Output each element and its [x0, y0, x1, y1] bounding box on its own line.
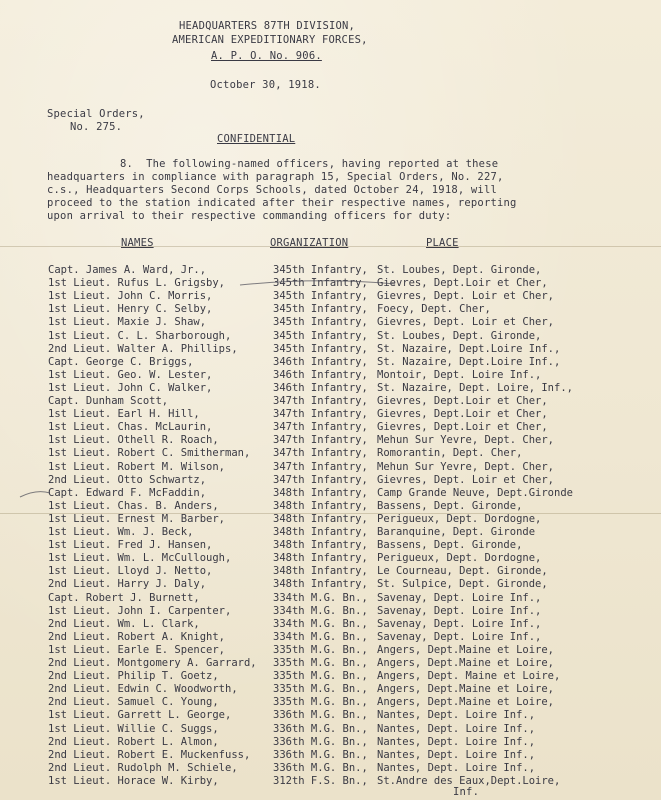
officer-organization: 334th M.G. Bn., [273, 604, 368, 617]
officer-organization: 346th Infantry, [273, 355, 368, 368]
place-continuation: Inf. [453, 786, 480, 798]
officer-place: St. Nazaire, Dept.Loire Inf., [377, 342, 561, 355]
officer-place: Mehun Sur Yevre, Dept. Cher, [377, 460, 555, 473]
officer-name: 1st Lieut. Ernest M. Barber, [48, 512, 226, 525]
officer-organization: 336th M.G. Bn., [273, 722, 368, 735]
officer-name: 1st Lieut. Wm. L. McCullough, [48, 552, 232, 565]
paragraph-line: upon arrival to their respective commanding officers for duty: [47, 210, 452, 222]
officer-place: Savenay, Dept. Loire Inf., [377, 630, 542, 643]
officer-organization: 336th M.G. Bn., [273, 735, 368, 748]
officer-name: 2nd Lieut. Edwin C. Woodworth, [48, 683, 238, 696]
officer-name: 1st Lieut. Geo. W. Lester, [48, 368, 213, 381]
officer-organization: 334th M.G. Bn., [273, 630, 368, 643]
officer-organization: 336th M.G. Bn., [273, 748, 368, 761]
officer-place: Nantes, Dept. Loire Inf., [377, 735, 536, 748]
officer-name: 1st Lieut. John I. Carpenter, [48, 604, 232, 617]
officer-place: Nantes, Dept. Loire Inf., [377, 722, 536, 735]
officer-organization: 347th Infantry, [273, 395, 368, 407]
officer-organization: 345th Infantry, [273, 342, 368, 355]
header-line-1: HEADQUARTERS 87TH DIVISION, [179, 20, 356, 32]
officer-name: 2nd Lieut. Robert E. Muckenfuss, [48, 748, 251, 761]
officer-name: Capt. James A. Ward, Jr., [48, 264, 207, 276]
officer-organization: 336th M.G. Bn., [273, 761, 368, 774]
officer-organization: 335th M.G. Bn., [273, 670, 368, 683]
officer-name: 1st Lieut. Wm. J. Beck, [48, 526, 194, 538]
column-heading-names: NAMES [121, 237, 154, 249]
document-date: October 30, 1918. [210, 79, 321, 91]
column-heading-place: PLACE [426, 237, 459, 249]
officer-name: 1st Lieut. Henry C. Selby, [48, 303, 213, 316]
officer-organization: 348th Infantry, [273, 552, 368, 565]
officer-name: 1st Lieut. C. L. Sharborough, [48, 329, 232, 342]
officer-organization: 345th Infantry, [273, 303, 368, 316]
officer-organization: 345th Infantry, [273, 264, 368, 276]
officer-place: Bassens, Dept. Gironde, [377, 499, 523, 512]
officer-organization: 347th Infantry, [273, 447, 368, 460]
officer-name: Capt. Robert J. Burnett, [48, 591, 200, 604]
officer-organization: 336th M.G. Bn., [273, 709, 368, 722]
header-line-2: AMERICAN EXPEDITIONARY FORCES, [172, 34, 368, 46]
officer-place: Angers, Dept. Maine et Loire, [377, 670, 561, 683]
officer-place: Angers, Dept.Maine et Loire, [377, 683, 555, 696]
officer-name: 1st Lieut. Rufus L. Grigsby, [48, 277, 226, 290]
officer-place: St.Andre des Eaux,Dept.Loire, [377, 774, 561, 787]
officer-place: St. Nazaire, Dept. Loire, Inf., [377, 381, 573, 394]
officer-name: 2nd Lieut. Walter A. Phillips, [48, 342, 238, 355]
officer-name: 2nd Lieut. Harry J. Daly, [48, 578, 207, 591]
officer-place: Montoir, Dept. Loire Inf., [377, 368, 542, 381]
officer-organization: 347th Infantry, [273, 473, 368, 486]
officer-place: Gievres, Dept. Loir et Cher, [377, 316, 555, 329]
officer-place: St. Loubes, Dept. Gironde, [377, 264, 542, 276]
officer-place: St. Loubes, Dept. Gironde, [377, 329, 542, 342]
officer-organization: 347th Infantry, [273, 421, 368, 434]
officer-organization: 345th Infantry, [273, 316, 368, 329]
officer-name: 1st Lieut. Horace W. Kirby, [48, 774, 219, 787]
officer-name: 1st Lieut. Robert M. Wilson, [48, 460, 226, 473]
officer-place: Perigueux, Dept. Dordogne, [377, 512, 542, 525]
officer-place: Perigueux, Dept. Dordogne, [377, 552, 542, 565]
officer-organization: 346th Infantry, [273, 368, 368, 381]
officer-name: 2nd Lieut. Montgomery A. Garrard, [48, 657, 257, 669]
officer-name: Capt. Edward F. McFaddin, [48, 486, 207, 499]
officer-organization: 348th Infantry, [273, 539, 368, 552]
officer-place: St. Sulpice, Dept. Gironde, [377, 578, 548, 591]
officer-organization: 348th Infantry, [273, 578, 368, 591]
officer-organization: 312th F.S. Bn., [273, 774, 368, 787]
officer-organization: 335th M.G. Bn., [273, 696, 368, 709]
officer-organization: 348th Infantry, [273, 565, 368, 578]
officer-organization: 348th Infantry, [273, 512, 368, 525]
officer-name: 1st Lieut. Othell R. Roach, [48, 434, 219, 447]
paragraph-line: c.s., Headquarters Second Corps Schools, dated October 24, 1918, will [47, 184, 497, 196]
officer-organization: 346th Infantry, [273, 381, 368, 394]
officer-name: 1st Lieut. Earle E. Spencer, [48, 643, 226, 656]
officer-name: Capt. George C. Briggs, [48, 355, 194, 368]
officer-organization: 334th M.G. Bn., [273, 617, 368, 630]
officer-place: Savenay, Dept. Loire Inf., [377, 604, 542, 617]
officer-organization: 347th Infantry, [273, 460, 368, 473]
officer-organization: 348th Infantry, [273, 486, 368, 499]
officer-organization: 345th Infantry, [273, 277, 368, 290]
officer-name: 1st Lieut. Fred J. Hansen, [48, 539, 213, 552]
header-apo: A. P. O. No. 906. [211, 50, 322, 62]
officer-place: Camp Grande Neuve, Dept.Gironde [377, 486, 573, 499]
officer-name: 1st Lieut. Chas. B. Anders, [48, 499, 219, 512]
officer-name: 1st Lieut. John C. Walker, [48, 381, 213, 394]
officer-place: Savenay, Dept. Loire Inf., [377, 591, 542, 604]
officer-place: Nantes, Dept. Loire Inf., [377, 709, 536, 722]
officer-place: Nantes, Dept. Loire Inf., [377, 748, 536, 761]
officer-organization: 348th Infantry, [273, 499, 368, 512]
officer-place: Bassens, Dept. Gironde, [377, 539, 523, 552]
officer-place: Gievres, Dept.Loir et Cher, [377, 277, 548, 290]
officer-name: 1st Lieut. Maxie J. Shaw, [48, 316, 207, 329]
officer-name: 1st Lieut. Willie C. Suggs, [48, 722, 219, 735]
officer-place: Romorantin, Dept. Cher, [377, 447, 523, 460]
paragraph-line: proceed to the station indicated after their respective names, reporting [47, 197, 517, 209]
column-heading-organization: ORGANIZATION [270, 237, 349, 249]
officer-name: 1st Lieut. Earl H. Hill, [48, 408, 200, 421]
officer-name: 1st Lieut. Garrett L. George, [48, 709, 232, 722]
officer-place: Gievres, Dept.Loir et Cher, [377, 421, 548, 434]
officer-place: Angers, Dept.Maine et Loire, [377, 657, 555, 669]
officer-place: Savenay, Dept. Loire Inf., [377, 617, 542, 630]
officer-place: Le Courneau, Dept. Gironde, [377, 565, 548, 578]
officer-place: Gievres, Dept. Loir et Cher, [377, 290, 555, 303]
officer-organization: 345th Infantry, [273, 329, 368, 342]
orders-number: No. 275. [70, 121, 123, 133]
officer-organization: 347th Infantry, [273, 408, 368, 421]
officer-organization: 334th M.G. Bn., [273, 591, 368, 604]
officer-place: Mehun Sur Yevre, Dept. Cher, [377, 434, 555, 447]
officer-organization: 348th Infantry, [273, 526, 368, 538]
officer-place: St. Nazaire, Dept.Loire Inf., [377, 355, 561, 368]
officer-organization: 347th Infantry, [273, 434, 368, 447]
officer-organization: 345th Infantry, [273, 290, 368, 303]
officer-place: Nantes, Dept. Loire Inf., [377, 761, 536, 774]
officer-name: 2nd Lieut. Wm. L. Clark, [48, 617, 200, 630]
officer-name: 2nd Lieut. Rudolph M. Schiele, [48, 761, 238, 774]
classification-label: CONFIDENTIAL [217, 133, 296, 145]
officer-organization: 335th M.G. Bn., [273, 657, 368, 669]
officer-place: Gievres, Dept. Loir et Cher, [377, 473, 555, 486]
officer-place: Angers, Dept.Maine et Loire, [377, 696, 555, 709]
officer-organization: 335th M.G. Bn., [273, 643, 368, 656]
orders-title: Special Orders, [47, 108, 145, 120]
officer-place: Angers, Dept.Maine et Loire, [377, 643, 555, 656]
officer-place: Baranquine, Dept. Gironde [377, 526, 536, 538]
paragraph-line: headquarters in compliance with paragraph 15, Special Orders, No. 227, [47, 171, 504, 183]
officer-name: 1st Lieut. Lloyd J. Netto, [48, 565, 213, 578]
officer-place: Foecy, Dept. Cher, [377, 303, 491, 316]
officer-name: 1st Lieut. Robert C. Smitherman, [48, 447, 251, 460]
officer-place: Gievres, Dept.Loir et Cher, [377, 395, 548, 407]
officer-name: 1st Lieut. John C. Morris, [48, 290, 213, 303]
paragraph-line: 8. The following-named officers, having reported at these [120, 158, 499, 170]
officer-name: Capt. Dunham Scott, [48, 395, 169, 407]
officer-name: 2nd Lieut. Philip T. Goetz, [48, 670, 219, 683]
officer-place: Gievres, Dept.Loir et Cher, [377, 408, 548, 421]
officer-name: 1st Lieut. Chas. McLaurin, [48, 421, 213, 434]
officer-name: 2nd Lieut. Otto Schwartz, [48, 473, 207, 486]
officer-name: 2nd Lieut. Samuel C. Young, [48, 696, 219, 709]
officer-organization: 335th M.G. Bn., [273, 683, 368, 696]
officer-name: 2nd Lieut. Robert L. Almon, [48, 735, 219, 748]
officer-name: 2nd Lieut. Robert A. Knight, [48, 630, 226, 643]
